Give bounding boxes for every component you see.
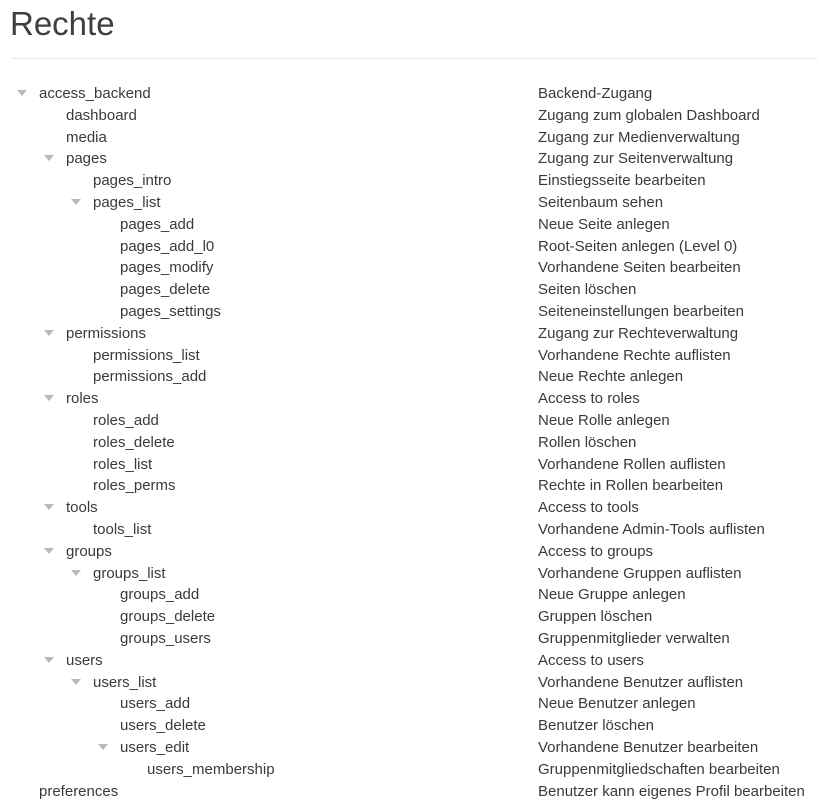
tree-row: [0, 257, 821, 279]
tree-node-label: pages_list: [93, 193, 161, 211]
tree-row: [0, 584, 821, 606]
tree-node-label: roles: [66, 390, 99, 408]
tree-node-description: Root-Seiten anlegen (Level 0): [538, 237, 738, 255]
tree-row: [0, 715, 821, 737]
collapse-toggle-icon[interactable]: [71, 570, 81, 576]
tree-row: [0, 519, 821, 541]
collapse-toggle-icon[interactable]: [44, 504, 54, 510]
tree-node-description: Vorhandene Seiten bearbeiten: [538, 259, 741, 277]
tree-node-description: Access to tools: [538, 499, 639, 517]
tree-row: [0, 170, 821, 192]
tree-node-description: Einstiegsseite bearbeiten: [538, 172, 706, 190]
tree-row: [0, 606, 821, 628]
tree-node-description: Vorhandene Benutzer auflisten: [538, 673, 744, 691]
tree-row: [0, 148, 821, 170]
tree-node-description: Neue Rolle anlegen: [538, 411, 670, 429]
tree-node-label: pages_add_l0: [120, 237, 215, 255]
tree-node-label: tools: [66, 499, 98, 517]
tree-node-description: Access to roles: [538, 390, 640, 408]
tree-node-label: permissions_add: [93, 368, 207, 386]
tree-node-description: Neue Seite anlegen: [538, 215, 670, 233]
tree-node-label: groups_list: [93, 564, 166, 582]
collapse-toggle-icon[interactable]: [17, 90, 27, 96]
tree-node-description: Zugang zur Medienverwaltung: [538, 128, 740, 146]
tree-row: [0, 628, 821, 650]
tree-row: [0, 345, 821, 367]
tree-node-description: Vorhandene Rechte auflisten: [538, 346, 731, 364]
collapse-toggle-icon[interactable]: [44, 330, 54, 336]
tree-node-description: Gruppenmitglieder verwalten: [538, 629, 730, 647]
tree-row: [0, 475, 821, 497]
tree-node-description: Access to groups: [538, 542, 654, 560]
tree-node-label: permissions_list: [93, 346, 200, 364]
tree-node-label: groups_add: [120, 586, 200, 604]
tree-node-label: pages_add: [120, 215, 195, 233]
tree-row: [0, 781, 821, 803]
tree-row: [0, 454, 821, 476]
tree-row: [0, 127, 821, 149]
tree-node-description: Zugang zum globalen Dashboard: [538, 106, 760, 124]
collapse-toggle-icon[interactable]: [44, 155, 54, 161]
tree-node-description: Benutzer löschen: [538, 717, 654, 735]
tree-node-label: roles_list: [93, 455, 153, 473]
tree-row: [0, 737, 821, 759]
tree-node-description: Benutzer kann eigenes Profil bearbeiten: [538, 782, 805, 800]
tree-node-description: Neue Rechte anlegen: [538, 368, 684, 386]
tree-row: [0, 279, 821, 301]
permissions-tree: [0, 83, 821, 802]
tree-node-description: Neue Benutzer anlegen: [538, 695, 696, 713]
tree-row: [0, 563, 821, 585]
tree-node-description: Gruppenmitgliedschaften bearbeiten: [538, 760, 780, 778]
tree-node-label: dashboard: [66, 106, 137, 124]
tree-node-description: Seiteneinstellungen bearbeiten: [538, 302, 744, 320]
tree-node-description: Neue Gruppe anlegen: [538, 586, 686, 604]
collapse-toggle-icon[interactable]: [44, 548, 54, 554]
tree-node-description: Gruppen löschen: [538, 608, 653, 626]
tree-row: [0, 388, 821, 410]
tree-node-description: Vorhandene Rollen auflisten: [538, 455, 726, 473]
tree-node-label: users_add: [120, 695, 191, 713]
tree-row: [0, 693, 821, 715]
tree-node-label: pages_settings: [120, 302, 221, 320]
tree-node-description: Vorhandene Admin-Tools auflisten: [538, 520, 765, 538]
tree-node-label: users_edit: [120, 738, 190, 756]
tree-node-label: roles_add: [93, 411, 159, 429]
tree-node-label: access_backend: [39, 85, 151, 102]
tree-node-label: users_delete: [120, 717, 206, 735]
tree-node-label: roles_perms: [93, 477, 176, 495]
tree-node-label: groups: [66, 542, 112, 560]
tree-row: [0, 323, 821, 345]
tree-node-description: Rollen löschen: [538, 433, 637, 451]
tree-row: [0, 672, 821, 694]
collapse-toggle-icon[interactable]: [44, 657, 54, 663]
tree-row: [0, 759, 821, 781]
tree-node-description: Vorhandene Benutzer bearbeiten: [538, 738, 759, 756]
tree-node-label: pages_modify: [120, 259, 214, 277]
tree-node-label: roles_delete: [93, 433, 175, 451]
tree-node-label: pages_delete: [120, 281, 211, 299]
tree-node-label: preferences: [39, 782, 119, 800]
tree-row: [0, 192, 821, 214]
tree-node-label: users_list: [93, 673, 157, 691]
tree-node-description: Zugang zur Rechteverwaltung: [538, 324, 739, 342]
tree-node-description: Access to users: [538, 651, 644, 669]
tree-node-label: groups_users: [120, 629, 211, 647]
tree-row: [0, 650, 821, 672]
tree-row: [0, 541, 821, 563]
tree-node-label: pages_intro: [93, 172, 172, 190]
page-title: Rechte: [10, 5, 115, 42]
tree-node-description: Rechte in Rollen bearbeiten: [538, 477, 724, 495]
tree-row: [0, 214, 821, 236]
tree-node-label: permissions: [66, 324, 147, 342]
tree-node-label: media: [66, 128, 107, 146]
collapse-toggle-icon[interactable]: [71, 199, 81, 205]
tree-row: [0, 432, 821, 454]
tree-row: [0, 410, 821, 432]
tree-node-label: groups_delete: [120, 608, 216, 626]
tree-node-description: Seiten löschen: [538, 281, 637, 299]
title-divider: [11, 58, 818, 59]
tree-node-label: users: [66, 651, 103, 669]
tree-node-label: pages: [66, 150, 107, 168]
tree-row: [0, 236, 821, 258]
tree-row: [0, 301, 821, 323]
tree-row: [0, 497, 821, 519]
tree-node-label: users_membership: [147, 760, 275, 778]
tree-node-description: Backend-Zugang: [538, 85, 653, 102]
tree-row: [0, 83, 821, 105]
tree-row: [0, 366, 821, 388]
tree-node-description: Vorhandene Gruppen auflisten: [538, 564, 742, 582]
tree-node-description: Seitenbaum sehen: [538, 193, 664, 211]
tree-node-label: tools_list: [93, 520, 152, 538]
collapse-toggle-icon[interactable]: [98, 744, 108, 750]
tree-node-description: Zugang zur Seitenverwaltung: [538, 150, 734, 168]
collapse-toggle-icon[interactable]: [44, 395, 54, 401]
tree-row: [0, 105, 821, 127]
collapse-toggle-icon[interactable]: [71, 679, 81, 685]
